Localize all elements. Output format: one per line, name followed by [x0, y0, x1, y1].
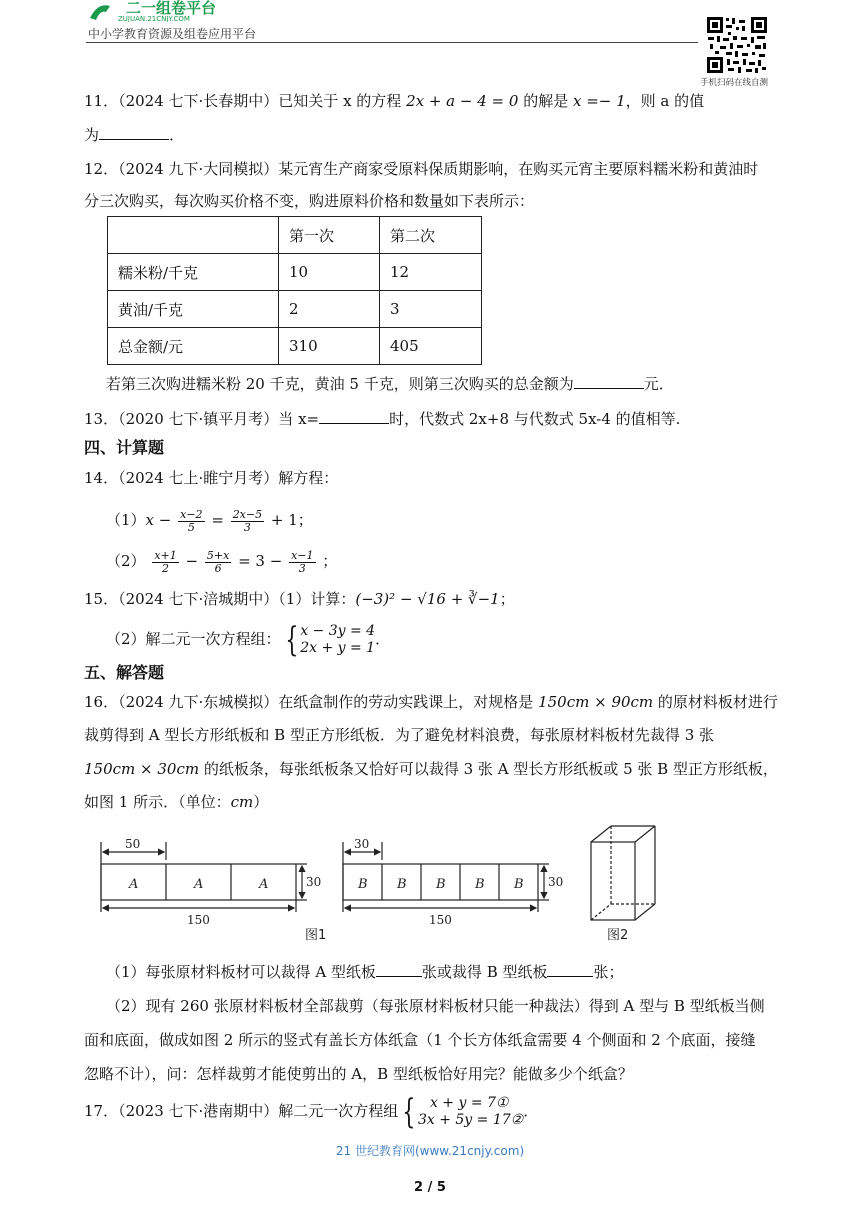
fraction: $\frac{5+x}{6}$: [206, 548, 230, 575]
dimension-label: 30: [548, 875, 564, 889]
question-16-part2-line3: 忽略不计），问：怎样裁剪才能使剪出的 A，B 型纸板恰好用完？能做多少个纸盒？: [84, 1065, 633, 1083]
question-17: 17．（2023 七下·港南期中）解二元一次方程组 { x + y = 7① 3x + 5y = 17② ．: [84, 1092, 539, 1132]
figure-2-caption: 图2: [607, 928, 629, 943]
question-16-line3: 150cm × 30cm 的纸板条，每张纸板条又恰好可以裁得 3 张 A 型长方形纸板或 5 张 B 型正方形纸板，: [84, 760, 778, 778]
cell-label: A: [259, 877, 269, 892]
qr-caption: 手机扫码在线自测: [700, 78, 769, 88]
dimension-label: 150: [187, 913, 210, 927]
cell-label: B: [475, 877, 485, 892]
dimension-label: 150: [429, 913, 452, 927]
cell-label: A: [194, 877, 204, 892]
cell-label: A: [129, 877, 139, 892]
question-14-part2: （2） $\frac{x+1}{2}$ − $\frac{5+x}{6}$ = 3 − $\frac{x-1}{3}$ ；: [106, 548, 338, 575]
cell-label: B: [514, 877, 524, 892]
question-15: 15．（2024 七下·涪城期中）（1）计算：(−3)² − √16 + ∛−1；: [84, 590, 515, 608]
q11-solution: x =− 1: [572, 92, 626, 110]
table-cell: 2: [279, 291, 380, 328]
table-cell: 总金额/元: [108, 328, 279, 365]
question-11: 11．（2024 七下·长春期中）已知关于 x 的方程 2x + a − 4 = 0 的解是 x =− 1，则 a 的值: [84, 92, 705, 110]
equation-system: x − 3y = 4 2x + y = 1: [300, 623, 376, 656]
table-cell: 3: [380, 291, 482, 328]
question-14: 14．（2024 七上·睢宁月考）解方程：: [84, 469, 339, 487]
dimension-label: 30: [354, 837, 370, 851]
question-16-part2: （2）现有 260 张原材料板材全部裁剪（每张原材料板材只能一种裁法）得到 A 型与 B 型纸板当侧: [106, 997, 765, 1015]
question-16-part1: （1）每张原材料板材可以裁得 A 型纸板 张或裁得 B 型纸板 张；: [106, 963, 624, 981]
answer-blank[interactable]: [319, 409, 389, 424]
table-row: [108, 254, 482, 291]
logo-url-text: ZUJUAN.21CNJY.COM: [118, 15, 190, 22]
cell-label: B: [397, 877, 407, 892]
answer-blank[interactable]: [547, 962, 593, 977]
question-12-line2: 分三次购买，每次购买价格不变，购进原料价格和数量如下表所示：: [84, 192, 535, 210]
dimension-label: 30: [306, 875, 322, 889]
fraction: $\frac{2x-5}{3}$: [232, 507, 263, 534]
question-11-line2: 为 ．: [84, 126, 185, 144]
price-table: [107, 216, 482, 365]
brace-symbol: {: [402, 1092, 416, 1132]
footer-link[interactable]: 21 世纪教育网(www.21cnjy.com): [335, 1144, 525, 1158]
table-cell: 黄油/千克: [108, 291, 279, 328]
question-12: 12．（2024 九下·大同模拟）某元宵生产商家受原料保质期影响，在购买元宵主要原料糯米粉和黄油时: [84, 160, 759, 178]
table-cell: 405: [380, 328, 482, 365]
figure-1-and-2: [95, 822, 675, 948]
table-cell: 310: [279, 328, 380, 365]
header-divider: [86, 42, 698, 43]
question-15-part2: （2）解二元一次方程组： { x − 3y = 4 2x + y = 1 ．: [106, 620, 391, 660]
page-number: 2 / 5: [414, 1180, 446, 1195]
q11-equation: 2x + a − 4 = 0: [406, 92, 519, 110]
question-16-line4: 如图 1 所示．（单位：cm）: [84, 793, 269, 811]
question-16: 16．（2024 九下·东城模拟）在纸盒制作的劳动实践课上，对规格是 150cm × 90cm 的原材料板材进行: [84, 693, 778, 711]
question-16-line2: 裁剪得到 A 型长方形纸板和 B 型正方形纸板．为了避免材料浪费，每张原材料板材先裁得 3 张: [84, 726, 715, 744]
site-logo: [88, 0, 278, 22]
fraction: $\frac{x-2}{5}$: [180, 507, 203, 534]
header-subtitle: 中小学教育资源及组卷应用平台: [88, 27, 257, 41]
table-cell: 10: [279, 254, 380, 291]
qr-code-icon[interactable]: [706, 16, 768, 74]
dimension-label: 50: [125, 837, 141, 851]
table-cell: 糯米粉/千克: [108, 254, 279, 291]
table-header-cell: 第二次: [380, 217, 482, 254]
logo-text: 二一组卷平台: [126, 0, 217, 17]
question-13: 13．（2020 七下·镇平月考）当 x= 时，代数式 2x+8 与代数式 5x-4 的值相等.: [84, 410, 681, 428]
question-12-followup: 若第三次购进糯米粉 20 千克，黄油 5 千克，则第三次购买的总金额为 元．: [106, 375, 674, 393]
cell-label: B: [436, 877, 446, 892]
figure-1-caption: 图1: [305, 928, 327, 943]
answer-blank[interactable]: [99, 125, 169, 140]
question-16-part2-line2: 面和底面，做成如图 2 所示的竖式有盖长方体纸盒（1 个长方体纸盒需要 4 个侧面和 2 个底面，接缝: [84, 1031, 756, 1049]
table-header-row: [108, 217, 482, 254]
table-header-cell: 第一次: [279, 217, 380, 254]
question-14-part1: （1）x − $\frac{x-2}{5}$ = $\frac{2x-5}{3}$ + 1；: [106, 507, 313, 534]
answer-blank[interactable]: [376, 962, 422, 977]
table-row: [108, 328, 482, 365]
table-row: [108, 291, 482, 328]
answer-blank[interactable]: [574, 374, 644, 389]
fraction: $\frac{x+1}{2}$: [154, 548, 177, 575]
equation-system: x + y = 7① 3x + 5y = 17②: [417, 1095, 524, 1128]
cell-label: B: [358, 877, 368, 892]
brace-symbol: {: [284, 620, 298, 660]
table-header-cell: [108, 217, 279, 254]
box-diagram: [591, 826, 655, 920]
section-heading-4: 四、计算题: [84, 438, 165, 457]
q15-expression: (−3)² − √16 + ∛−1: [355, 590, 500, 608]
table-cell: 12: [380, 254, 482, 291]
section-heading-5: 五、解答题: [84, 663, 165, 682]
fraction: $\frac{x-1}{3}$: [291, 548, 314, 575]
